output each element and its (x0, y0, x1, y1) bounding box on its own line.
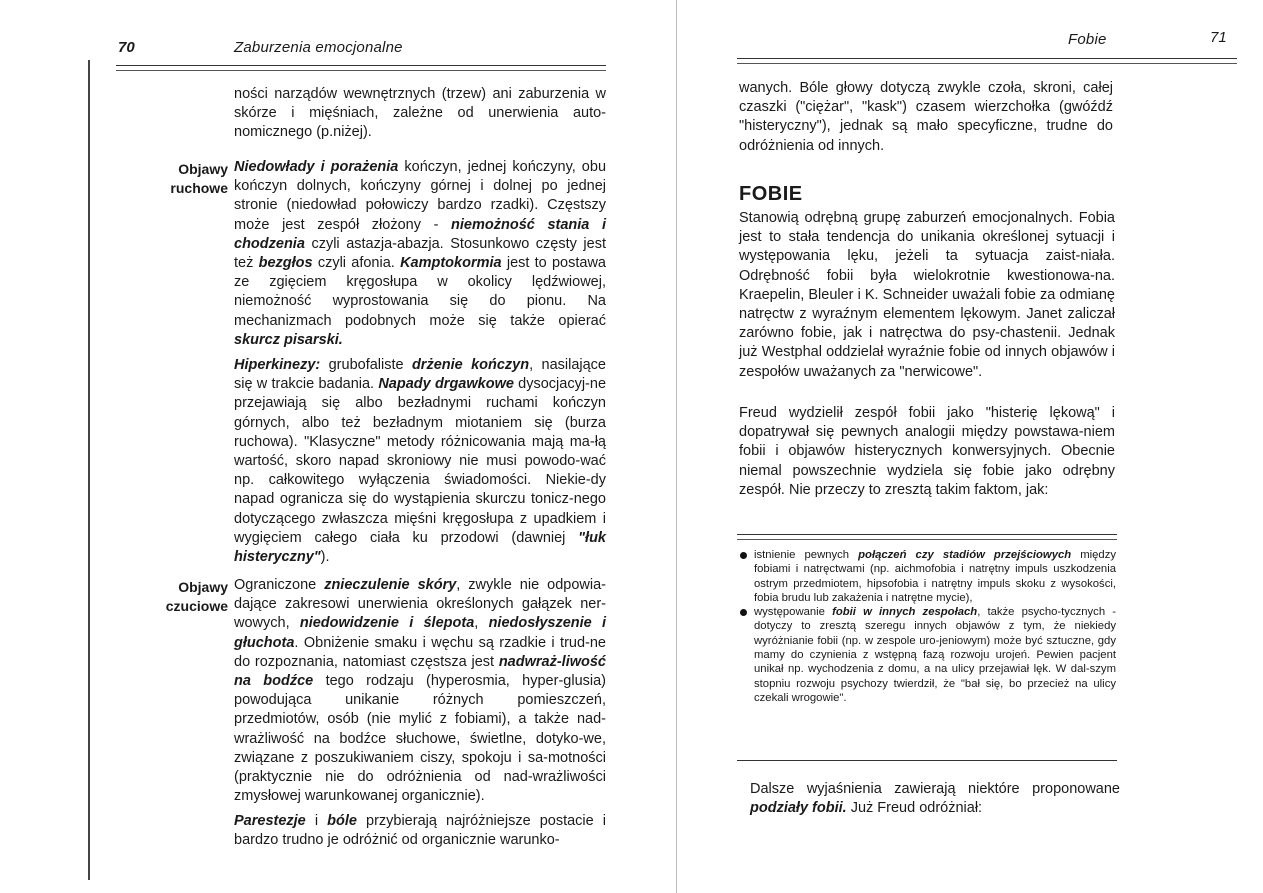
fobie-paragraph-1: Stanowią odrębną grupę zaburzeń emocjonalnych. Fobia jest to stała tendencja do unikania określonej sytuacji i występowania lęku, jeżeli ta sytuacja zaist-niała. Odrębność fobii była wielokrotnie kwestionowa-na. Kraepelin, Bleuler i K. Schneider uważali fobie za odmianę natręctw z wyraźnym elementem lękowym. Janet zaliczał zarówno fobie, jak i natręctwa do psy-chastenii. Jednak już Westphal oddzielał wyraźnie fobie od innych objawów i zespołów uważanych za "nerwicowe". (739, 210, 1115, 380)
parestezje-paragraph: Parestezje i bóle przybierają najróżniejsze postacie i bardzo trudno je odróżnić od organicznie warunko- (234, 813, 606, 849)
intro-paragraph: ności narządów wewnętrznych (trzew) ani zaburzenia w skórze i mięśniach, zależne od unerwienia auto-nomicznego (p.niżej). (234, 86, 606, 141)
right-header-rule-2 (737, 63, 1237, 64)
box-bottom-rule (737, 760, 1117, 761)
hiperkinezy-paragraph: Hiperkinezy: grubofaliste drżenie kończyn, nasilające się w trakcie badania. Napady drgawkowe dysocjacyj-ne przejawiają się albo bezładnymi ruchami kończyn górnych, albo też bezładnym miotaniem się (burza ruchowa). "Klasyczne" metody różnicowania mają ma-łą wartość, skoro napad skroniowy nie musi powodo-wać np. całkowitego wyłączenia świadomości. Niekie-dy napad ogranicza się do wystąpienia skurczu tonicz-nego dotyczącego zwłaszcza mięśni kręgosłupa z upadkiem i wygięciem całego ciała ku przodowi (dawniej "łuk histeryczny"). (234, 357, 607, 566)
bullet-list (740, 548, 1116, 705)
objawy-ruchowe-label: Objawy ruchowe (170, 161, 228, 196)
box-top-rule-2 (737, 539, 1117, 540)
bullet-icon (740, 552, 747, 559)
fobie-paragraph-2: Freud wydzielił zespół fobii jako "histerię lękową" i dopatrywał się pewnych analogii między powstawa-niem fobii i objawów histerycznych konwersyjnych. Obecnie niemal powszechnie wydziela się fobie jako odrębny zespół. Nie przeczy to zresztą takim faktom, jak: (739, 405, 1115, 498)
objawy-ruchowe-paragraph: Niedowłady i porażenia kończyn, jednej kończyny, obu kończyn dolnych, kończyny górnej i dolnej po jednej stronie (niedowład połowiczy bardzo rzadki). Częstszy może jest zespół złożony - niemożność stania i chodzenia czyli astazja-abazja. Stosunkowo częsty jest też bezgłos czyli afonia. Kamptokormia jest to postawa ze zgięciem kręgosłupa w okolicy lędźwiowej, niemożność wyprostowania się do pionu. Na mechanizmach podobnych może się także opierać skurcz pisarski. (234, 159, 607, 348)
left-page-edge (88, 60, 90, 880)
objawy-czuciowe-label: Objawy czuciowe (165, 579, 228, 614)
section-heading: FOBIE (739, 183, 803, 205)
right-running-head: Fobie (1068, 31, 1107, 48)
objawy-czuciowe-paragraph: Ograniczone znieczulenie skóry, zwykle nie odpowia-dające zakresowi unerwienia określonych gałązek ner-wowych, niedowidzenie i ślepota, niedosłyszenie i głuchota. Obniżenie smaku i węchu są rzadkie i trud-ne do rozpoznania, natomiast częstsza jest nadwraż-liwość na bodźce tego rodzaju (hyperosmia, hyper-glusia) powodująca unikanie różnych pomieszczeń, przedmiotów, osób (nie mylić z fobiami), a także nad-wrażliwość na bodźce słuchowe, świetlne, dotyko-we, związane z poszukiwaniem ciszy, spokoju i sa-motności (praktycznie nie do odróżnienia od nad-wrażliwości zmysłowej warunkowanej organicznie). (234, 577, 606, 805)
left-header-rule (116, 65, 606, 66)
book-spine (676, 0, 677, 893)
box-top-rule (737, 534, 1117, 535)
continuation-paragraph: wanych. Bóle głowy dotyczą zwykle czoła, skroni, całej czaszki ("ciężar", "kask") czasem wierzchołka (gwóźdź "histeryczny"), jednak są mało specyficzne, trudne do odróżnienia od innych. (739, 80, 1113, 154)
bullet-icon (740, 609, 747, 616)
list-item: istnienie pewnych połączeń czy stadiów przejściowych między fobiami i natręctwami (np. aichmofobia i natrętny impuls uszkodzenia ostrym przedmiotem, hipsofobia i natrętny impuls skoku z wysokości, fobia brudu lub zakażenia i natrętne mycie), (740, 548, 1116, 605)
right-page-number: 71 (1210, 29, 1227, 46)
left-header-rule-2 (116, 70, 606, 71)
right-header-rule (737, 58, 1237, 59)
final-paragraph: Dalsze wyjaśnienia zawierają niektóre proponowane podziały fobii. Już Freud odróżniał: (750, 781, 1120, 817)
left-running-head: Zaburzenia emocjonalne (234, 39, 403, 56)
list-item: występowanie fobii w innych zespołach, także psycho-tycznych - dotyczy to zresztą szeregu innych objawów z tym, że niekiedy wyróżnianie fobii (np. w zespole uro-jeniowym) może być sztuczne, gdy mamy do czynienia z wstępną fazą rozwoju urojeń. Pewien pacjent unikał np. wychodzenia z domu, a na ulicy przejawiał lęk. W dal-szym stopniu rozwoju psychozy twierdził, że "bał się, bo przecież na ulicy czekali wrogowie". (740, 605, 1116, 705)
left-page-number: 70 (118, 39, 135, 56)
